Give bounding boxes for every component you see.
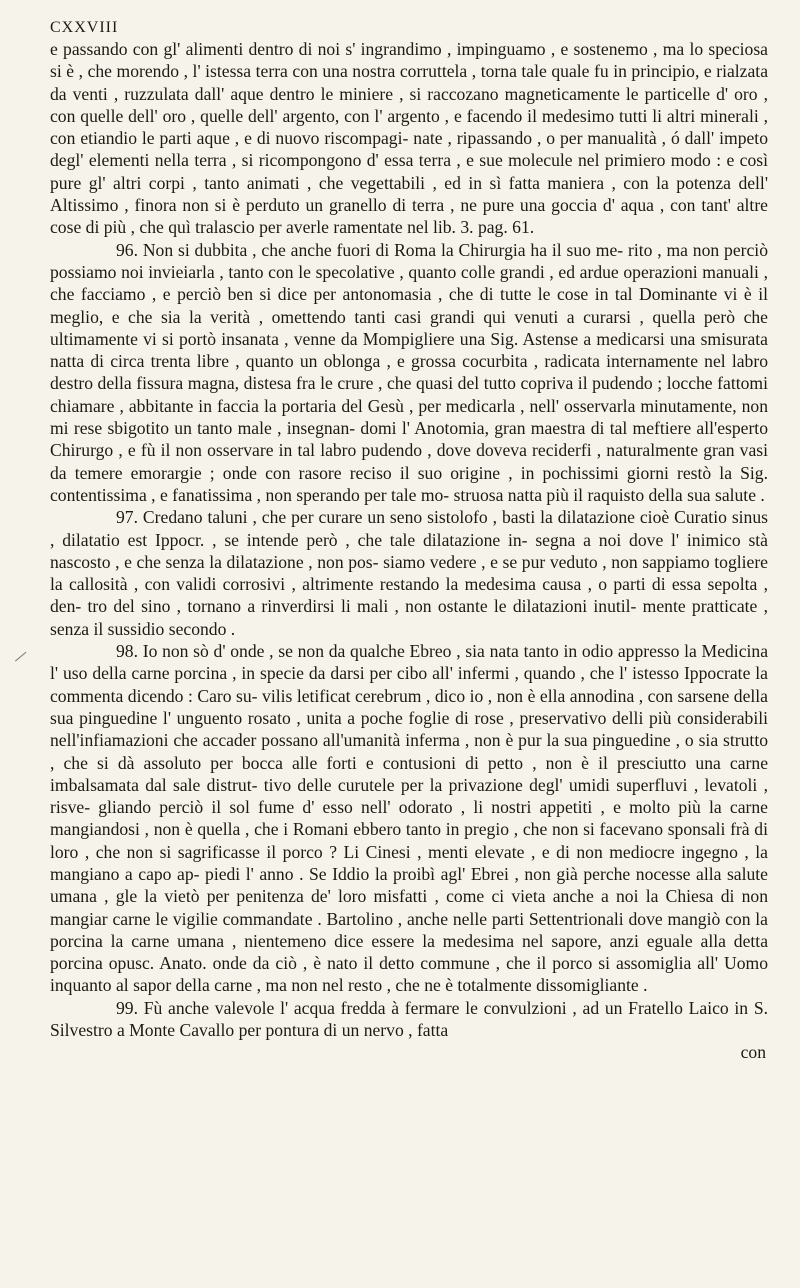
paragraph-99: 99. Fù anche valevole l' acqua fredda à fermare le convulzioni , ad un Fratello Laico in S. Silvestro a Monte Cavallo per pontura di un nervo , fatta bbox=[50, 997, 768, 1041]
paragraph-97: 97. Credano taluni , che per curare un seno sistolofo , basti la dilatazione cioè Curatio sinus , dilatatio est Ippocr. , se intende però , che tale dilatazione in- segna a noi dove l' inimico stà nascosto , e che senza la dilatazione , non pos- siamo vedere , e se pur veduto , non sappiamo togliere la callosità , con validi corrosivi , altrimente restando la medesima causa , o parti di essa sepolta , den- tro del sino , tornano a rinverdirsi li mali , non ostante le dilatazioni inutil- mente pratticate , senza il sussidio secondo . bbox=[50, 507, 768, 639]
paragraph-continuation: e passando con gl' alimenti dentro di noi s' ingrandimo , impinguamo , e sostenemo , ma lo speciosa si è , che morendo , l' istessa terra con una nostra corruttela , torna tale quale fu in principio, e rialzata da venti , ruzzulata dall' aque dentro le miniere , si raccozano magneticamente le particelle d' oro , con quelle dell' oro , quelle dell' argento, con l' argento , e facendo il medesimo tutti li altri minerali , con etiandio le parti aque , e di nuovo riscompagi- nate , ripassando , o per manualità , ó dall' impeto degl' elementi nella terra , si ricompongono d' essa terra , e sue molecule nel primiero modo : e così pure gl' altri corpi , tanto animati , che vegettabili , ed in sì fatta maniera , con la potenza dell' Altissimo , finora non si è perduto un granello di terra , ne pure una goccia d' aqua , con tant' altre cose di più , che quì tralascio per averle ramentate nel lib. 3. pag. 61. bbox=[50, 39, 768, 238]
body-text bbox=[50, 38, 768, 1041]
paragraph-96: 96. Non si dubbita , che anche fuori di Roma la Chirurgia ha il suo me- rito , ma non perciò possiamo noi invieiarla , tanto con le specolative , quanto colle grandi , ed ardue operazioni manuali , che facciamo , e perciò ben si dice per antonomasia , che di tutte le cose in tal Dominante vi è il meglio, e che sia la verità , omettendo tanti casi grandi qui venuti a curarsi , quella però che ultimamente vi si portò insanata , venne da Mompigliere una Sig. Astense a medicarsi una smisurata natta di circa trenta libre , quanto un oblonga , e grossa cocurbita , radicata internamente nel labro destro della fissura magna, distesa fra le crure , che quasi del tutto copriva il pudendo ; locche fattomi chiamare , abbitante in faccia la portaria del Gesù , per medicarla , nell' osservarla minutamente, non mi rese sbigotito un tanto male , insegnan- domi l' Anotomia, gran maestra di tal meftiere all'esperto Chirurgo , e fù il non osservare in tal labro pudendo , dove doveva reciderfi , naturalmente gran vasi da temere emorargie ; onde con rasore reciso il suo origine , in pochissimi giorni restò la Sig. contentissima , e fanatissima , non sperando per tale mo- struosa natta più il raquisto della sua salute . bbox=[50, 239, 768, 505]
paragraph-98: 98. Io non sò d' onde , se non da qualche Ebreo , sia nata tanto in odio appresso la Medicina l' uso della carne porcina , in specie da darsi per cibo all' infermi , quando , che l' istesso Ippocrate la commenta dicendo : Caro su- vilis letificat cerebrum , dico io , non è ella annodina , con sarsene della sua pinguedine l' unguento rosato , unita a poche foglie di rose , preservativo delli più considerabili nell'infiamazioni che accader possano all'umanità inferma , non è pur la sua pinguedine , o sia strutto , che si dà assoluto per bocca alle forti e contusioni di petto , non è il presciutto una carne imbalsamata dal sale distrut- tivo delle curutele per la privazione degl' umidi superfluvi , levatoli , risve- gliando perciò il sol fume d' esso nell' odorato , li nostri appetiti , e molto più la carne mangiandosi , non è quella , che i Romani ebbero tanto in pregio , che non si facevano sponsali frà di loro , che non si sagrificasse il porco ? Li Cinesi , menti elevate , e di non mediocre ingegno , la mangiano a capo ap- piedi l' anno . Se Iddio la proibì agl' Ebrei , non già perche nocesse alla salute umana , gle la vietò per penitenza de' loro misfatti , come ci vieta anche a noi la Chiesa di non mangiar carne le vigilie commandate . Bartolino , anche nelle parti Settentrionali dove mangiò con la porcina la carne umana , nientemeno dice essere la medesima nel sapore, anzi eguale alla detta porcina opusc. Anato. onde da ciò , è nato il detto commune , che il porco si assomiglia all' Uomo inquanto al sapor della carne , ma non nel resto , che ne è totalmente dissomigliante . bbox=[50, 641, 768, 996]
page-number-header: CXXVIII bbox=[50, 19, 119, 36]
catchword: con bbox=[740, 1042, 766, 1063]
